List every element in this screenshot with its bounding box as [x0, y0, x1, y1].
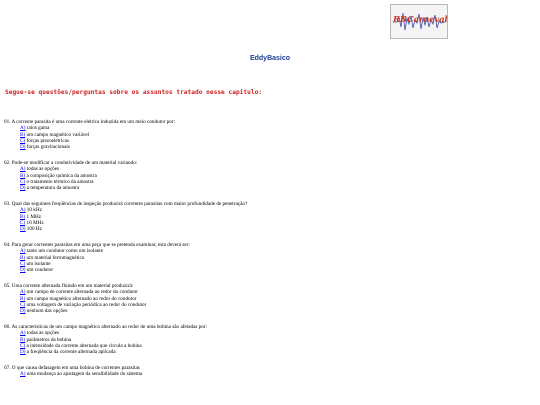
- option-letter-link[interactable]: D): [20, 144, 26, 151]
- option-d: [4, 226, 536, 232]
- question-text: 02. Pode-se modificar a condutividade de um material variando:: [4, 160, 138, 167]
- option-text: parâmetros da bobina: [26, 336, 72, 343]
- option-text: o tratamento térmico da amostra: [26, 179, 94, 186]
- question-5: [4, 283, 536, 315]
- option-d: [4, 267, 536, 273]
- option-letter-link[interactable]: A): [20, 371, 26, 378]
- intro-heading: Segue-se questões/perguntas sobre os assuntos tratado nesse capitulo:: [5, 89, 263, 96]
- option-text: um campo magnético variável: [26, 131, 90, 138]
- option-text: 100 Hz: [26, 226, 42, 233]
- option-letter-link[interactable]: C): [20, 302, 26, 309]
- option-text: um material ferromagnético: [26, 254, 85, 261]
- option-letter-link[interactable]: A): [20, 166, 26, 173]
- question-3: [4, 201, 536, 233]
- option-letter-link[interactable]: D): [20, 226, 26, 233]
- option-letter-link[interactable]: A): [20, 289, 26, 296]
- option-letter-link[interactable]: A): [20, 330, 26, 337]
- option-text: 10 kHz: [26, 207, 42, 214]
- option-text: a freqüência da corrente alternada aplicada: [26, 349, 116, 356]
- logo-text: RBCarneval: [393, 15, 448, 25]
- option-letter-link[interactable]: B): [20, 295, 26, 302]
- option-d: [4, 185, 536, 191]
- option-text: forças piezoelétricas: [26, 138, 69, 145]
- option-text: todas as opções: [26, 330, 60, 337]
- question-text: 03. Qual das seguintes freqüências de inspeção produzirá correntes parasitas com maior profundidade de penetração?: [4, 201, 248, 208]
- option-text: um isolante: [26, 261, 51, 268]
- option-letter-link[interactable]: C): [20, 343, 26, 350]
- option-text: forças gravitacionais: [26, 144, 70, 151]
- option-letter-link[interactable]: D): [20, 349, 26, 356]
- question-1: [4, 119, 536, 151]
- option-text: nenhum das opções: [26, 308, 68, 315]
- option-letter-link[interactable]: B): [20, 131, 26, 138]
- option-text: um condutor: [26, 267, 54, 274]
- option-d: [4, 144, 536, 150]
- question-text: 06. As características de um campo magnético alternado ao redor de uma bobina são afetadas por:: [4, 324, 208, 331]
- option-letter-link[interactable]: A): [20, 207, 26, 214]
- option-letter-link[interactable]: C): [20, 179, 26, 186]
- option-letter-link[interactable]: B): [20, 336, 26, 343]
- option-letter-link[interactable]: A): [20, 248, 26, 255]
- option-text: todas as opções: [26, 166, 60, 173]
- option-a: [4, 371, 536, 377]
- question-text: 07. O que causa defasagem em uma bobina de correntes parasitas: [4, 365, 140, 372]
- option-text: a composição química da amostra: [26, 172, 97, 179]
- option-text: tanto um condutor como um isolante: [26, 248, 103, 255]
- option-letter-link[interactable]: B): [20, 213, 26, 220]
- option-text: a intensidade da corrente alternada que circula a bobina: [26, 343, 142, 350]
- logo: [390, 4, 448, 39]
- question-2: [4, 160, 536, 192]
- option-text: uma voltagem de variação periódica ao redor do condutor: [26, 302, 147, 309]
- question-4: [4, 242, 536, 274]
- option-letter-link[interactable]: D): [20, 267, 26, 274]
- option-letter-link[interactable]: C): [20, 220, 26, 227]
- option-letter-link[interactable]: B): [20, 254, 26, 261]
- question-text: 05. Uma corrente alternada fluindo em um material produzirá:: [4, 283, 134, 290]
- option-letter-link[interactable]: C): [20, 138, 26, 145]
- option-letter-link[interactable]: D): [20, 185, 26, 192]
- question-list: [4, 119, 536, 387]
- option-d: [4, 349, 536, 355]
- option-text: 1 MHz: [26, 213, 42, 220]
- option-letter-link[interactable]: B): [20, 172, 26, 179]
- option-text: um campo de corrente alternada ao redor do condutor: [26, 289, 138, 296]
- option-text: uma mudança ao ajustagem da sensibilidade do sistema: [26, 371, 143, 378]
- option-text: um campo magnético alternado ao redor do condutor: [26, 295, 137, 302]
- option-text: a temperatura da amostra: [26, 185, 80, 192]
- question-7: [4, 365, 536, 378]
- option-d: [4, 308, 536, 314]
- question-6: [4, 324, 536, 356]
- question-text: 01. A corrente parasita é uma corrente elétrica induzida em um meio condutor por:: [4, 119, 176, 125]
- page-title: EddyBasico: [249, 55, 291, 62]
- option-text: raios gama: [26, 125, 50, 132]
- option-text: 10 MHz: [26, 220, 44, 227]
- question-text: 04. Para gerar correntes parasitas em uma peça que se pretenda examinar, esta deverá ser:: [4, 242, 190, 249]
- option-letter-link[interactable]: D): [20, 308, 26, 315]
- option-letter-link[interactable]: A): [20, 125, 26, 132]
- option-letter-link[interactable]: C): [20, 261, 26, 268]
